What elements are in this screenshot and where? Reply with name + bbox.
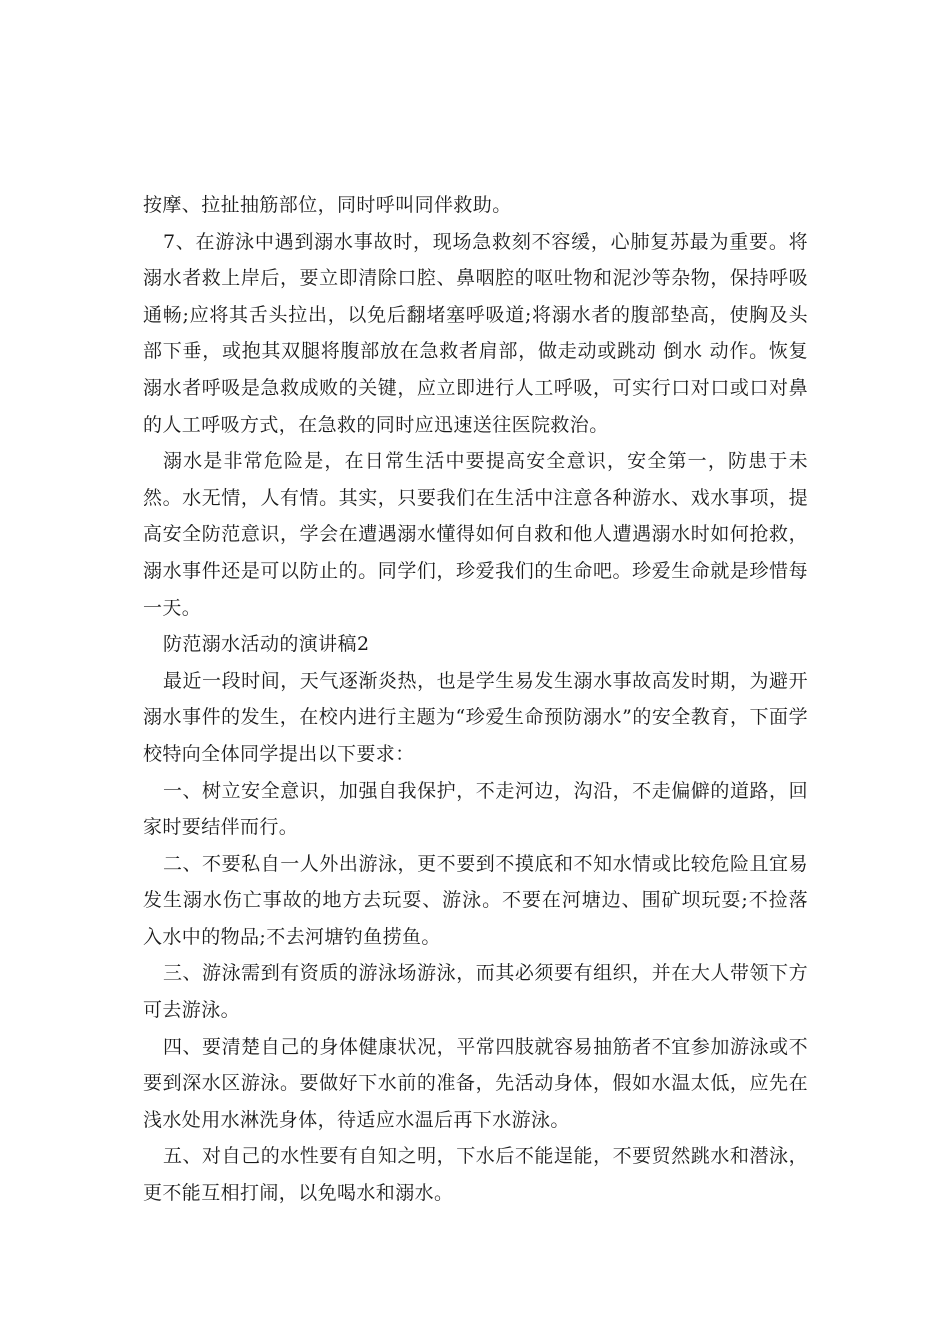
document-body (143, 187, 808, 1212)
requirement-2: 二、不要私自一人外出游泳，更不要到不摸底和不知水情或比较危险且宜易发生溺水伤亡事故的地方去玩耍、游泳。不要在河塘边、围矿坝玩耍;不捡落入水中的物品;不去河塘钓鱼捞鱼。 (143, 852, 808, 948)
requirement-5: 五、对自己的水性要有自知之明，下水后不能逞能，不要贸然跳水和潜泳，更不能互相打闹，以免喝水和溺水。 (143, 1145, 808, 1205)
paragraph-conclusion: 溺水是非常危险是，在日常生活中要提高安全意识，安全第一，防患于未然。水无情，人有情。其实，只要我们在生活中注意各种游水、戏水事项，提高安全防范意识，学会在遭遇溺水懂得如何自救和他人遭遇溺水时如何抢救，溺水事件还是可以防止的。同学们，珍爱我们的生命吧。珍爱生命就是珍惜每一天。 (143, 450, 808, 619)
speech-title: 防范溺水活动的演讲稿2 (162, 633, 370, 656)
requirement-3: 三、游泳需到有资质的游泳场游泳，而其必须要有组织，并在大人带领下方可去游泳。 (143, 962, 808, 1022)
requirement-1: 一、树立安全意识，加强自我保护，不走河边，沟沿，不走偏僻的道路，回家时要结伴而行。 (143, 779, 808, 839)
requirement-4: 四、要清楚自己的身体健康状况，平常四肢就容易抽筋者不宜参加游泳或不要到深水区游泳。要做好下水前的准备，先活动身体，假如水温太低，应先在浅水处用水淋洗身体，待适应水温后再下水游泳。 (143, 1035, 808, 1131)
paragraph-intro: 最近一段时间，天气逐渐炎热，也是学生易发生溺水事故高发时期，为避开溺水事件的发生，在校内进行主题为“珍爱生命预防溺水”的安全教育，下面学校特向全体同学提出以下要求： (143, 669, 808, 765)
paragraph-first-aid: 7、在游泳中遇到溺水事故时，现场急救刻不容缓，心肺复苏最为重要。将溺水者救上岸后，要立即清除口腔、鼻咽腔的呕吐物和泥沙等杂物，保持呼吸通畅;应将其舌头拉出，以免后翻堵塞呼吸道;将溺水者的腹部垫高，使胸及头部下垂，或抱其双腿将腹部放在急救者肩部，做走动或跳动 倒水 动作。恢复溺水者呼吸是急救成败的关键，应立即进行人工呼吸，可实行口对口或口对鼻的人工呼吸方式，在急救的同时应迅速送往医院救治。 (143, 230, 808, 436)
paragraph-continuation: 按摩、拉扯抽筋部位，同时呼叫同伴救助。 (143, 194, 512, 216)
